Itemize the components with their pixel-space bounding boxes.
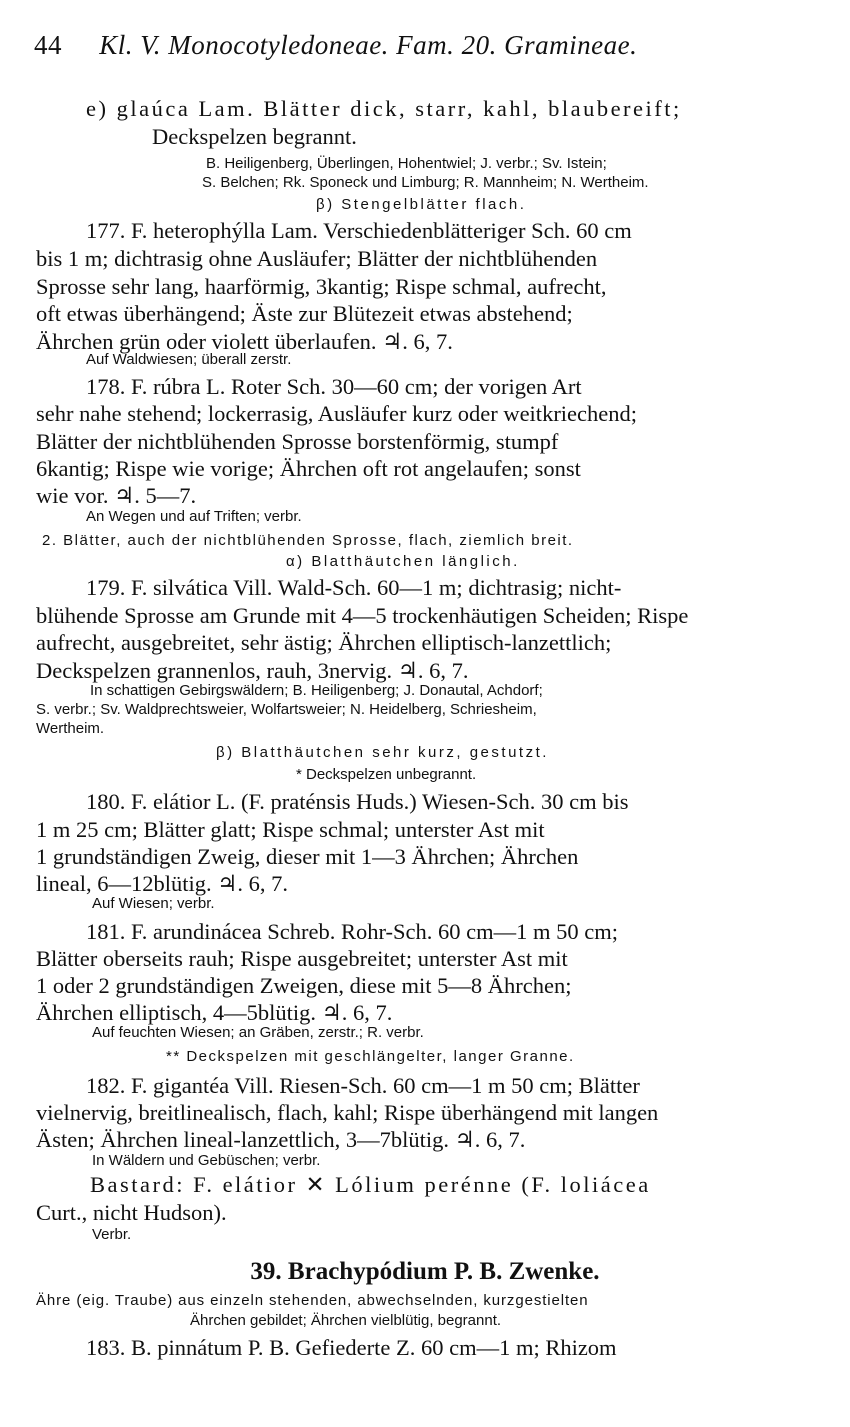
species-entry-182: 182. F. gigantéa Vill. Riesen-Sch. 60 cm—1 m 50 cm; Blätter — [86, 1073, 640, 1098]
page-number: 44 — [34, 30, 62, 60]
genus-description: Ährchen gebildet; Ährchen vielblütig, begrannt. — [190, 1312, 502, 1329]
text-line: oft etwas überhängend; Äste zur Blütezeit etwas abstehend; — [36, 301, 573, 326]
text-line: Ährchen elliptisch, 4—5blütig. ♃. 6, 7. — [36, 1000, 393, 1025]
locality-line: In Wäldern und Gebüschen; verbr. — [92, 1152, 321, 1169]
text-line: Ästen; Ährchen lineal-lanzettlich, 3—7blütig. ♃. 6, 7. — [36, 1127, 526, 1152]
locality-line: In schattigen Gebirgswäldern; B. Heiligenberg; J. Donautal, Achdorf; — [90, 682, 543, 699]
locality-line: Auf feuchten Wiesen; an Gräben, zerstr.; R. verbr. — [92, 1024, 424, 1041]
key-line: ** Deckspelzen mit geschlängelter, langer Granne. — [166, 1048, 575, 1065]
locality-line: Wertheim. — [36, 720, 105, 737]
species-entry-179: 179. F. silvática Vill. Wald-Sch. 60—1 m; dichtrasig; nicht- — [86, 575, 622, 600]
text-line: bis 1 m; dichtrasig ohne Ausläufer; Blätter der nichtblühenden — [36, 246, 598, 271]
text-line: 1 grundständigen Zweig, dieser mit 1—3 Ährchen; Ährchen — [36, 844, 579, 869]
text-line: Deckspelzen grannenlos, rauh, 3nervig. ♃. 6, 7. — [36, 658, 469, 683]
locality-line: Verbr. — [92, 1226, 132, 1243]
key-line: α) Blatthäutchen länglich. — [286, 553, 520, 570]
text-line: 1 m 25 cm; Blätter glatt; Rispe schmal; unterster Ast mit — [36, 817, 545, 842]
locality-line: Auf Waldwiesen; überall zerstr. — [86, 351, 292, 368]
genus-heading: 39. Brachypódium P. B. Zwenke. — [250, 1258, 600, 1285]
text-line: Blätter oberseits rauh; Rispe ausgebreitet; unterster Ast mit — [36, 946, 568, 971]
locality-line: B. Heiligenberg, Überlingen, Hohentwiel; J. verbr.; Sv. Istein; — [206, 155, 607, 172]
species-entry-183: 183. B. pinnátum P. B. Gefiederte Z. 60 cm—1 m; Rhizom — [86, 1335, 617, 1360]
key-line: β) Blatthäutchen sehr kurz, gestutzt. — [216, 744, 549, 761]
running-title: Kl. V. Monocotyledoneae. Fam. 20. Gramineae. — [99, 30, 638, 60]
text-line: Blätter der nichtblühenden Sprosse borstenförmig, stumpf — [36, 429, 559, 454]
locality-line: S. Belchen; Rk. Sponeck und Limburg; R. Mannheim; N. Wertheim. — [202, 174, 649, 191]
key-line: 2. Blätter, auch der nichtblühenden Sprosse, flach, ziemlich breit. — [42, 532, 574, 549]
page-header — [34, 30, 637, 61]
text-line: wie vor. ♃. 5—7. — [36, 483, 197, 508]
species-entry-181: 181. F. arundinácea Schreb. Rohr-Sch. 60 cm—1 m 50 cm; — [86, 919, 619, 944]
key-line: β) Stengelblätter flach. — [316, 196, 527, 213]
text-line: aufrecht, ausgebreitet, sehr ästig; Ährchen elliptisch-lanzettlich; — [36, 630, 612, 655]
text-line: blühende Sprosse am Grunde mit 4—5 trockenhäutigen Scheiden; Rispe — [36, 603, 689, 628]
text-line: vielnervig, breitlinealisch, flach, kahl; Rispe überhängend mit langen — [36, 1100, 659, 1125]
genus-description: Ähre (eig. Traube) aus einzeln stehenden, abwechselnden, kurzgestielten — [36, 1292, 589, 1309]
text-line: sehr nahe stehend; lockerrasig, Ausläufer kurz oder weitkriechend; — [36, 401, 638, 426]
text-line: lineal, 6—12blütig. ♃. 6, 7. — [36, 871, 289, 896]
species-entry-177: 177. F. heterophýlla Lam. Verschiedenblätteriger Sch. 60 cm — [86, 218, 632, 243]
key-line: * Deckspelzen unbegrannt. — [296, 766, 477, 783]
locality-line: Auf Wiesen; verbr. — [92, 895, 215, 912]
locality-line: S. verbr.; Sv. Waldprechtsweier, Wolfartsweier; N. Heidelberg, Schriesheim, — [36, 701, 537, 718]
text-line: 1 oder 2 grundständigen Zweigen, diese mit 5—8 Ährchen; — [36, 973, 572, 998]
text-line: Curt., nicht Hudson). — [36, 1200, 227, 1225]
text-line: Sprosse sehr lang, haarförmig, 3kantig; Rispe schmal, aufrecht, — [36, 274, 607, 299]
species-entry-178: 178. F. rúbra L. Roter Sch. 30—60 cm; der vorigen Art — [86, 374, 582, 399]
text-line: Deckspelzen begrannt. — [152, 124, 357, 149]
text-line: 6kantig; Rispe wie vorige; Ährchen oft rot angelaufen; sonst — [36, 456, 581, 481]
species-entry-180: 180. F. elátior L. (F. praténsis Huds.) Wiesen-Sch. 30 cm bis — [86, 789, 629, 814]
hybrid-line: Bastard: F. elátior ✕ Lólium perénne (F. loliácea — [90, 1172, 651, 1197]
text-line: Ährchen grün oder violett überlaufen. ♃. 6, 7. — [36, 329, 453, 354]
text-line: e) glaúca Lam. Blätter dick, starr, kahl, blaubereift; — [86, 96, 682, 121]
locality-line: An Wegen und auf Triften; verbr. — [86, 508, 302, 525]
